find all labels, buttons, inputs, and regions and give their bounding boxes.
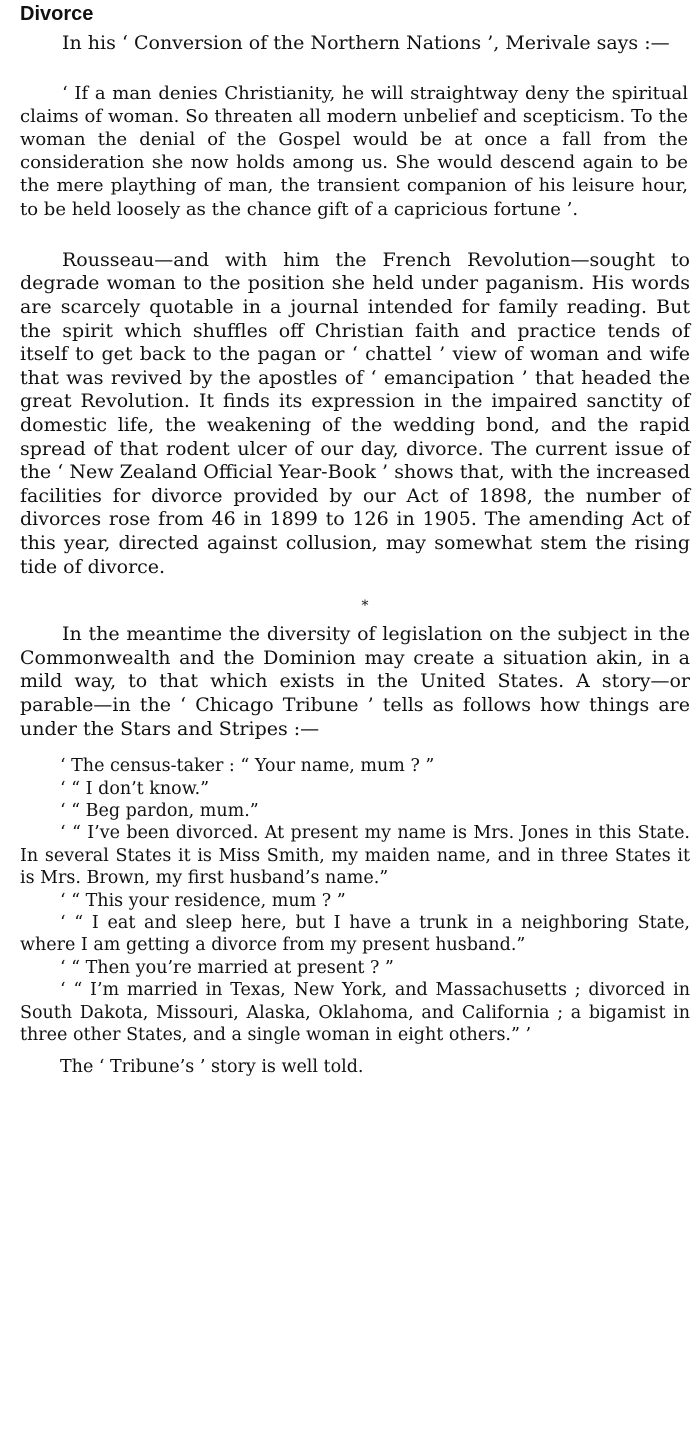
dialogue-line: ‘ “ I don’t know.” [60,778,210,799]
spacer [20,221,690,249]
section-separator: * [361,598,369,615]
closing-line: The ‘ Tribune’s ’ story is well told. [60,1057,364,1078]
rousseau-paragraph: Rousseau—and with him the French Revolution—sought to degrade woman to the position she held under paganism. His words are scarcely quotable in a journal intended for family reading. But the spirit which shuffles off Christian faith and practice tends of itself to get back to the pagan or ‘ chattel ’ view of woman and wife that was revived by the apostles of ‘ emancipation ’ that headed the great Revolution. It finds its expression in the impaired sanctity of domestic life, the weakening of the wedding bond, and the rapid spread of that rodent ulcer of our day, divorce. The current issue of the ‘ New Zealand Official Year-Book ’ shows that, with the increased facilities for divorce provided by our Act of 1898, the number of divorces rose from 46 in 1899 to 126 in 1905. The amending Act of this year, directed against collusion, may somewhat stem the rising tide of divorce. [20,248,690,578]
dialogue-line: ‘ “ Then you’re married at present ? ” [60,957,394,978]
dialogue-line: ‘ “ I eat and sleep here, but I have a trunk in a neighboring State, where I am getting a divorce from my present husband.” [20,912,690,956]
spacer [20,1046,690,1056]
dialogue-line: ‘ “ This your residence, mum ? ” [60,890,346,911]
dialogue-line: ‘ “ Beg pardon, mum.” [60,800,259,821]
merivale-quote: ‘ If a man denies Christianity, he will straightway deny the spiritual claims of woman. So threaten all modern unbelief and scepticism. To the woman the denial of the Gospel would be at once a fall from the consideration she now holds among us. She would descend again to be the mere plaything of man, the transient companion of his leisure hour, to be held loosely as the chance gift of a capricious fortune ’. [20,82,688,220]
spacer [20,56,690,82]
dialogue-line: ‘ The census-taker : “ Your name, mum ? ” [60,756,435,777]
spacer [20,613,690,623]
spacer [20,741,690,755]
article-title: Divorce [20,3,94,25]
meantime-paragraph: In the meantime the diversity of legislation on the subject in the Commonwealth and the Dominion may create a situation akin, in a mild way, to that which exists in the United States. A story—or parable—in the ‘ Chicago Tribune ’ tells as follows how things are under the Stars and Stripes :— [20,623,690,740]
spacer [20,579,690,599]
dialogue-line: ‘ “ I’m married in Texas, New York, and Massachusetts ; divorced in South Dakota, Missouri, Alaska, Oklahoma, and California ; a bigamist in three other States, and a single woman in eight others.” ’ [20,980,690,1045]
intro-paragraph: In his ‘ Conversion of the Northern Nations ’, Merivale says :— [62,32,670,54]
dialogue-line: ‘ “ I’ve been divorced. At present my name is Mrs. Jones in this State. In several States it is Miss Smith, my maiden name, and in three States it is Mrs. Brown, my first husband’s name.” [20,823,690,889]
